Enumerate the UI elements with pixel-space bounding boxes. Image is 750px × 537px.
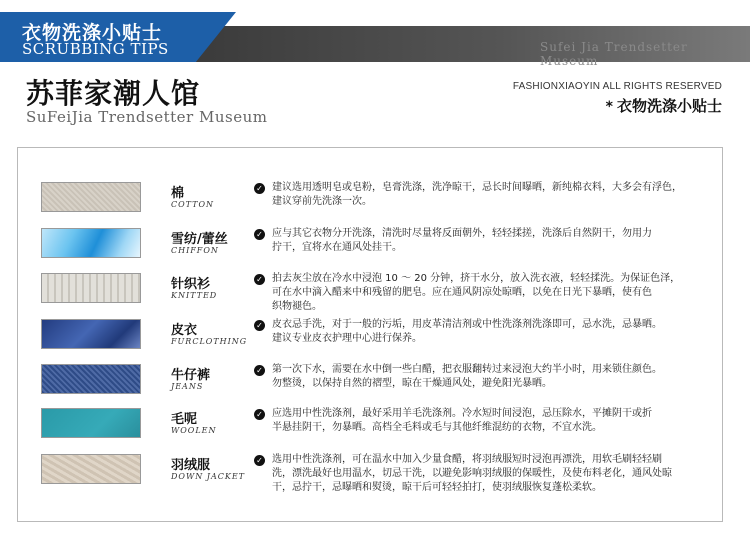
swatch-woolen	[41, 408, 141, 438]
fabric-description	[272, 363, 720, 391]
brand-name-en: SuFeiJia Trendsetter Museum	[26, 108, 268, 126]
fabric-name-en: WOOLEN	[171, 426, 217, 435]
fabric-name-cn: 雪纺/蕾丝	[171, 232, 228, 247]
page-header	[0, 0, 750, 68]
brand-name-cn: 苏菲家潮人馆	[26, 77, 201, 110]
fabric-description	[272, 453, 720, 495]
fabric-name-en: COTTON	[171, 200, 215, 209]
fabric-row-leather	[41, 319, 721, 349]
swatch-down-jacket	[41, 454, 141, 484]
fabric-name-cn: 牛仔裤	[171, 368, 211, 383]
description-line: 选用中性洗涤剂，可在温水中加入少量食醋，将羽绒服短时浸泡再漂洗，用软毛刷轻轻刷	[272, 454, 662, 465]
fabric-description	[272, 227, 720, 255]
fabric-row-down-jacket	[41, 454, 721, 493]
side-title-text: 衣物洗涤小贴士	[616, 97, 722, 115]
description-line: 建议选用透明皂或皂粉，皂膏洗涤，洗净晾干，忌长时间曝晒，新纯棉衣料，大多会有浮色，	[272, 182, 682, 193]
check-bullet-icon: ✓	[254, 274, 265, 285]
fabric-description	[272, 407, 720, 435]
fabric-description	[272, 272, 720, 314]
fabric-row-jeans	[41, 364, 721, 394]
description-line: 第一次下水，需要在水中倒一些白醋，把衣服翻转过来浸泡大约半小时，用来锁住颜色。	[272, 364, 662, 375]
fabric-name-en: KNITTED	[171, 291, 218, 300]
fabric-name-en: FURCLOTHING	[171, 337, 248, 346]
description-line: 拧干，宜将水在通风处挂干。	[272, 242, 402, 253]
fabric-name-cn: 棉	[171, 186, 185, 201]
fabric-row-cotton	[41, 182, 721, 212]
fabric-name-cn: 皮衣	[171, 323, 198, 338]
fabric-description	[272, 181, 720, 209]
description-line: 应与其它衣物分开洗涤，清洗时尽量将反面朝外，轻轻揉搓，洗涤后自然阴干，勿用力	[272, 228, 652, 239]
header-faded-text: Sufei Jia Trendsetter Museum	[540, 40, 688, 68]
check-bullet-icon: ✓	[254, 229, 265, 240]
fabric-description	[272, 318, 720, 346]
tab-title-cn: 衣物洗涤小贴士	[22, 22, 163, 44]
swatch-leather	[41, 319, 141, 349]
rights-reserved-text: FASHIONXIAOYIN ALL RIGHTS RESERVED	[512, 81, 722, 92]
fabric-row-chiffon	[41, 228, 721, 258]
swatch-chiffon	[41, 228, 141, 258]
tips-card	[17, 147, 723, 522]
description-line: 可在水中滴入醋来中和残留的肥皂。应在通风阴凉处晾晒，以免在日光下暴晒，使有色	[272, 287, 652, 298]
fabric-row-woolen	[41, 408, 721, 438]
description-line: 应选用中性洗涤剂，最好采用羊毛洗涤剂。冷水短时间浸泡，忌压除水，平摊阴干或折	[272, 408, 652, 419]
fabric-name-en: CHIFFON	[171, 246, 219, 255]
fabric-name-cn: 羽绒服	[171, 458, 211, 473]
tab-title-en: SCRUBBING TIPS	[22, 40, 169, 58]
check-bullet-icon: ✓	[254, 183, 265, 194]
check-bullet-icon: ✓	[254, 365, 265, 376]
description-line: 拍去灰尘放在冷水中浸泡 10 ～ 20 分钟，挤干水分，放入洗衣液，轻轻揉洗。为保证色泽，	[272, 273, 681, 284]
check-bullet-icon: ✓	[254, 320, 265, 331]
star-icon: *	[605, 99, 613, 115]
side-title	[606, 95, 722, 116]
swatch-knitted	[41, 273, 141, 303]
fabric-row-knitted	[41, 273, 721, 312]
description-line: 织物褪色。	[272, 301, 322, 312]
swatch-cotton	[41, 182, 141, 212]
check-bullet-icon: ✓	[254, 409, 265, 420]
fabric-name-en: DOWN JACKET	[171, 472, 245, 481]
description-line: 建议穿前先洗涤一次。	[272, 196, 372, 207]
description-line: 干，忌拧干，忌曝晒和熨烫，晾干后可轻轻拍打，使羽绒服恢复蓬松柔软。	[272, 482, 602, 493]
description-line: 洗，漂洗最好也用温水，切忌干洗，以避免影响羽绒服的保暖性，及使布料老化，通风处晾	[272, 468, 672, 479]
fabric-name-cn: 毛呢	[171, 412, 198, 427]
description-line: 皮衣忌手洗，对于一般的污垢，用皮革清洁剂或中性洗涤剂洗涤即可，忌水洗，忌暴晒。	[272, 319, 662, 330]
description-line: 勿整烫，以保持自然的褶型，晾在干燥通风处，避免阳光暴晒。	[272, 378, 552, 389]
description-line: 半悬挂阴干，勿暴晒。高档全毛料或毛与其他纤维混纺的衣物，不宜水洗。	[272, 422, 602, 433]
check-bullet-icon: ✓	[254, 455, 265, 466]
fabric-name-cn: 针织衫	[171, 277, 211, 292]
description-line: 建议专业皮衣护理中心进行保养。	[272, 333, 422, 344]
fabric-name-en: JEANS	[171, 382, 204, 391]
swatch-jeans	[41, 364, 141, 394]
